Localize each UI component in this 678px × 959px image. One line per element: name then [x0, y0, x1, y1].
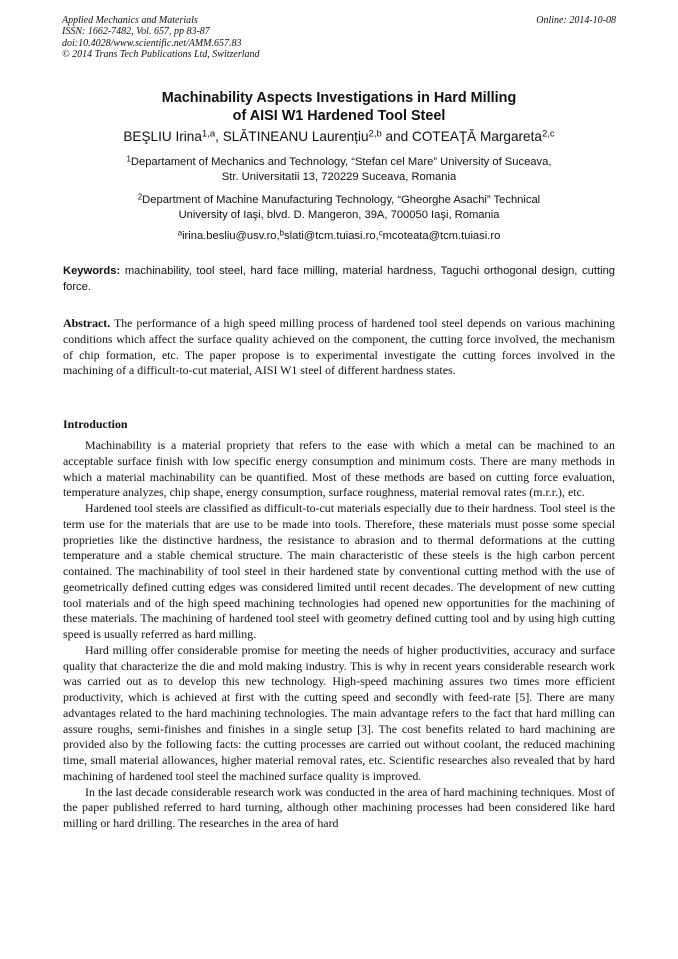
email-sup: a — [177, 228, 183, 238]
journal-name: Applied Mechanics and Materials — [62, 15, 198, 26]
body-paragraph: Hardened tool steels are classified as difficult-to-cut materials especially due to their hardness. Tool steel is the term use for the materials that are use to be made into tools. Therefore, these materials must posse some special proprieties like the distinctive hardness, the resistance to abrasion and to thermal deformations at the cutting temperature and a stable chemical structure. The main characteristic of these steels is the high carbon percent contained. The machinability of tool steel in their hardened state by conventional cutting method with the use of geometrically defined cutting edges was considered limited until recent decades. The development of new cutting tool materials and of the high speed machining technologies had opened new opportunities for the machining of these materials. The machining of hardened tool steel with geometry defined cutting tool and by using high cutting speed is usually referred as hard milling. — [63, 501, 615, 641]
body-paragraph: Machinability is a material propriety that refers to the ease with which a metal can be machined to an acceptable surface finish with low specific energy consumption and minimum costs. There are many methods in which a material machinability can be quantified. Most of these methods are based on cutting force evaluation, temperature analyzes, chip shape, energy consumption, surface roughness, material removal rates (m.r.r.), etc. — [63, 438, 615, 500]
journal-header — [62, 15, 616, 60]
email-address[interactable]: irina.besliu@usv.ro, — [182, 230, 280, 242]
author-name: SLĂTINEANU Laurențiu — [222, 129, 369, 144]
doi-line: doi:10.4028/www.scientific.net/AMM.657.83 — [62, 37, 242, 49]
email-address[interactable]: slati@tcm.tuiasi.ro, — [284, 230, 379, 242]
author-separator: , — [215, 129, 223, 144]
author-sup: 2,c — [541, 128, 555, 140]
keywords-block — [63, 264, 615, 295]
email-address[interactable]: mcoteata@tcm.tuiasi.ro — [382, 230, 501, 242]
copyright-line: © 2014 Trans Tech Publications Ltd, Switzerland — [62, 48, 260, 60]
title-line-2: of AISI W1 Hardened Tool Steel — [232, 107, 446, 124]
affiliation-line: University of Iaşi, blvd. D. Mangeron, 39A, 700050 Iaşi, Romania — [178, 208, 500, 221]
author-name: BEŞLIU Irina — [123, 129, 202, 144]
abstract-block — [63, 316, 615, 379]
keywords-label: Keywords: — [63, 265, 121, 277]
title-line-1: Machinability Aspects Investigations in Hard Milling — [161, 90, 517, 106]
affiliation-line: Department of Machine Manufacturing Technology, “Gheorghe Asachi” Technical — [142, 194, 541, 206]
keywords-text: machinability, tool steel, hard face milling, material hardness, Taguchi orthogonal design, cutting force. — [63, 265, 616, 293]
email-sup: b — [279, 228, 285, 238]
affiliation-2 — [40, 193, 638, 222]
abstract-text: The performance of a high speed milling process of hardened tool steel depends on various machining conditions which affect the surface quality achieved on the component, the cutting force involved, the mechanism of chip formation, etc. The paper propose is to experimental investigate the cutting forces involved in the machining of a difficult-to-cut material, AISI W1 steel of different hardness states. — [63, 316, 615, 378]
author-sup: 1,a — [201, 128, 216, 140]
affiliation-line: Departament of Mechanics and Technology, “Stefan cel Mare” University of Suceava, — [130, 156, 552, 168]
author-name: COTEAŢĂ Margareta — [412, 129, 542, 144]
paper-title — [40, 90, 638, 125]
issn-line: ISSN: 1662-7482, Vol. 657, pp 83-87 — [62, 26, 210, 38]
email-sup: c — [378, 228, 383, 238]
online-date: Online: 2014-10-08 — [536, 15, 616, 26]
abstract-label: Abstract. — [63, 316, 111, 330]
body-paragraph: In the last decade considerable research work was conducted in the area of hard machining techniques. Most of the paper published referred to hard turning, although other machining processes had been considered like hard milling or hard drilling. The researches in the area of hard — [63, 784, 615, 830]
section-heading: Introduction — [63, 417, 128, 431]
author-separator: and — [381, 129, 413, 144]
author-sup: 2,b — [368, 128, 382, 140]
affiliation-sup: 2 — [137, 192, 143, 202]
introduction-body — [63, 438, 615, 832]
affiliation-sup: 1 — [126, 154, 131, 164]
body-paragraph: Hard milling offer considerable promise for meeting the needs of higher productivities, accuracy and surface quality that characterize the die and mold making industry. This is why in recent years considerable research work was carried out as to develop this new technology. High-speed machining assures two times more efficient productivity, which is achieved at first with the cutting speed and secondly with feed-rate [5]. There are many advantages related to the hard machining technologies. The main advantage refers to the fact that hard milling can assure roughs, semi-finishes and finishes in a single setup [3]. The cost benefits related to hard machining are provided also by the following facts: the cutting processes are carried out without coolant, the reduced machining time, small material allowances, higher material removal rates, etc. Scientific researches also revealed that by hard machining of hardened tool steel the machined surface quality is improved. — [63, 642, 615, 783]
email-list — [40, 229, 638, 243]
affiliation-1 — [40, 155, 638, 184]
author-list — [30, 128, 648, 145]
affiliation-line: Str. Universitatii 13, 720229 Suceava, Romania — [221, 170, 457, 183]
